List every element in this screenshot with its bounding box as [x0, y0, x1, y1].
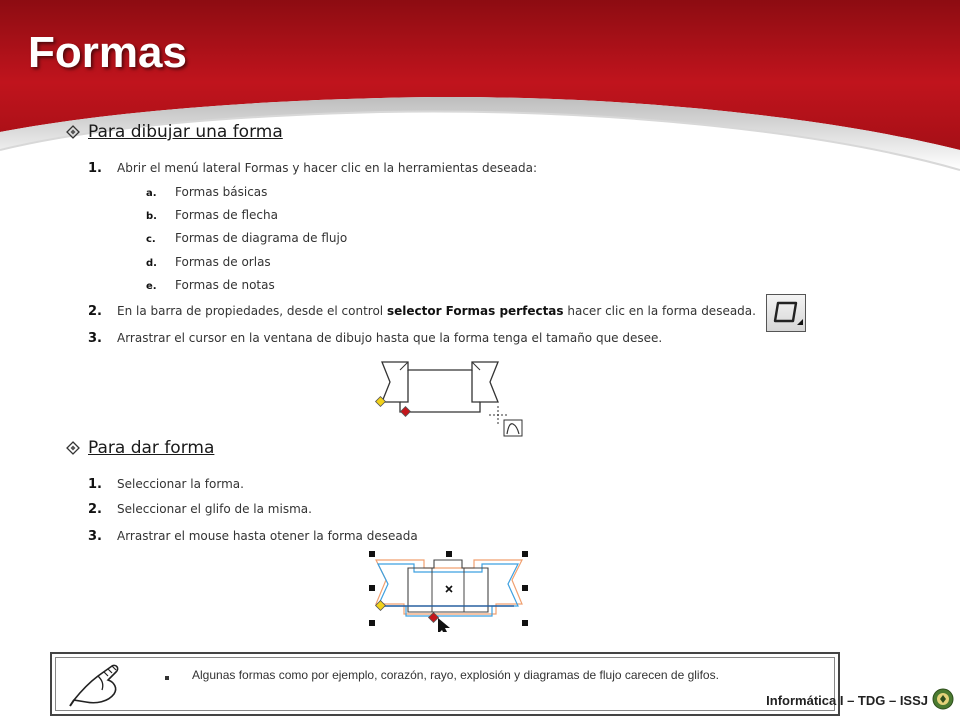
list-item: a. Formas básicas — [146, 185, 268, 199]
selected-shape-illustration — [364, 548, 534, 632]
list-item: d. Formas de orlas — [146, 255, 271, 269]
list-item: 2. Seleccionar el glifo de la misma. — [88, 502, 312, 517]
note-text: Algunas formas como por ejemplo, corazón, rayo, explosión y diagramas de flujo carecen de glifos. — [192, 668, 719, 682]
list-item: e. Formas de notas — [146, 278, 275, 292]
list-item: 3. Arrastrar el cursor en la ventana de dibujo hasta que la forma tenga el tamaño que desee. — [88, 331, 663, 346]
diamond-bullet-icon — [66, 125, 80, 139]
list-item: c. Formas de diagrama de flujo — [146, 231, 348, 245]
note-box — [50, 652, 840, 716]
center-marker-icon — [446, 586, 452, 592]
section-heading-label: Para dibujar una forma — [88, 122, 283, 142]
list-item: 1. Abrir el menú lateral Formas y hacer clic en la herramientas deseada: — [88, 161, 538, 176]
section-heading-label: Para dar forma — [88, 438, 215, 458]
list-item: b. Formas de flecha — [146, 208, 278, 222]
perfect-shape-icon — [767, 295, 805, 331]
arrow-cursor-icon — [438, 618, 450, 632]
list-item: 2. En la barra de propiedades, desde el control selector Formas perfectas hacer clic en la forma deseada. — [88, 304, 756, 319]
slide-title: Formas — [28, 28, 187, 77]
section-heading-give-shape — [66, 438, 214, 458]
writing-hand-icon — [68, 660, 130, 710]
bullet-icon — [165, 676, 169, 680]
crosshair-cursor-icon — [489, 406, 522, 436]
list-item: 3. Arrastrar el mouse hasta otener la forma deseada — [88, 529, 418, 544]
list-item: 1. Seleccionar la forma. — [88, 477, 244, 492]
banner-shape-illustration — [370, 358, 530, 440]
section-heading-draw-shape — [66, 122, 283, 142]
footer-text: Informática I – TDG – ISSJ — [766, 693, 928, 708]
diamond-bullet-icon — [66, 441, 80, 455]
perfect-shapes-selector-button[interactable] — [766, 294, 806, 332]
institution-logo-icon — [932, 688, 954, 710]
